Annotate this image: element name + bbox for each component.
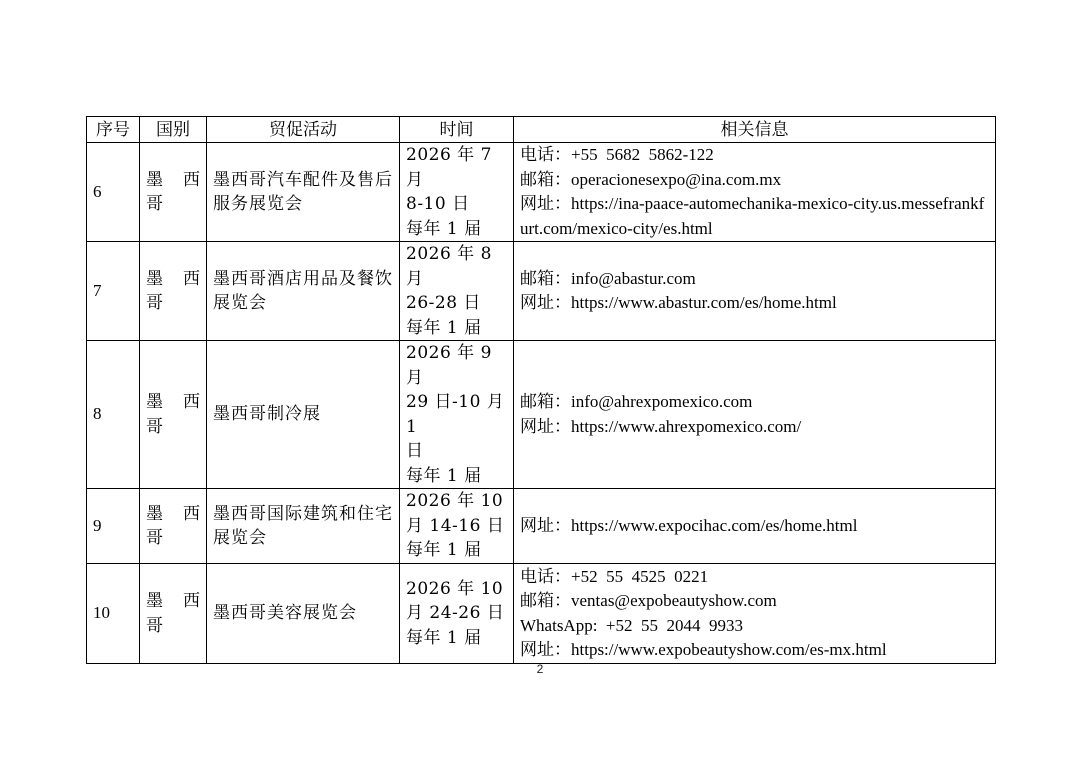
header-country: 国别 (140, 117, 207, 143)
country-cell (140, 242, 207, 341)
info-cell (514, 489, 996, 564)
country-cell (140, 143, 207, 242)
table-row (87, 341, 996, 489)
page-number: 2 (536, 662, 544, 676)
country-line: 墨 西 (146, 591, 200, 611)
email-text: 邮箱：info@abastur.com (520, 268, 696, 288)
country-line: 墨 西 (146, 392, 200, 412)
table-row (87, 143, 996, 242)
time-line: 每年 1 届 (406, 540, 482, 561)
time-line: 每年 1 届 (406, 317, 482, 338)
website-text: 网址：https://www.ahrexpomexico.com/ (520, 416, 802, 436)
website-text: 网址：https://www.expobeautyshow.com/es-mx.html (520, 640, 887, 659)
time-line: 2026 年 8 月 (406, 244, 492, 289)
country-line: 墨 西 (146, 169, 200, 190)
email-text: 邮箱：operacionesexpo@ina.com.mx (520, 169, 782, 189)
table-row (87, 564, 996, 664)
time-line: 8-10 日 (406, 194, 470, 214)
time-cell (400, 341, 514, 489)
time-line: 29 日-10 月 1 (406, 392, 505, 437)
website-text: 网址：https://www.expocihac.com/es/home.html (520, 515, 858, 535)
time-line: 2026 年 9 月 (406, 343, 492, 388)
table-header-row (87, 117, 996, 143)
info-cell (514, 341, 996, 489)
row-number: 8 (87, 341, 140, 489)
event-name: 墨西哥美容展览会 (207, 564, 400, 664)
time-cell (400, 143, 514, 242)
info-cell (514, 564, 996, 664)
header-time: 时间 (400, 117, 514, 143)
country-line: 墨 西 (146, 503, 200, 524)
country-line: 哥 (146, 528, 163, 548)
event-name: 墨西哥国际建筑和住宅展览会 (207, 489, 400, 564)
row-number: 6 (87, 143, 140, 242)
header-no: 序号 (87, 117, 140, 143)
country-cell (140, 489, 207, 564)
table-row (87, 242, 996, 341)
trade-fair-table (86, 116, 996, 664)
row-number: 9 (87, 489, 140, 564)
website-text: 网址：https://ina-paace-automechanika-mexico-city.us.messefrankfurt.com/mexico-city/es.html (520, 194, 985, 238)
time-cell (400, 242, 514, 341)
website-text: 网址：https://www.abastur.com/es/home.html (520, 293, 837, 312)
time-line: 每年 1 届 (406, 218, 482, 239)
time-cell (400, 489, 514, 564)
time-line: 日 (406, 441, 424, 461)
country-line: 哥 (146, 194, 163, 214)
country-line: 哥 (146, 615, 163, 636)
event-name: 墨西哥汽车配件及售后服务展览会 (207, 143, 400, 242)
table-row (87, 489, 996, 564)
info-cell (514, 143, 996, 242)
time-line: 每年 1 届 (406, 627, 482, 648)
country-line: 墨 西 (146, 268, 200, 289)
event-name: 墨西哥制冷展 (207, 341, 400, 489)
time-line: 2026 年 7 月 (406, 145, 492, 190)
country-cell (140, 564, 207, 664)
header-event: 贸促活动 (207, 117, 400, 143)
row-number: 10 (87, 564, 140, 664)
time-line: 月 14-16 日 (406, 515, 505, 536)
country-line: 哥 (146, 293, 163, 313)
email-text: 邮箱：ventas@expobeautyshow.com (520, 591, 777, 610)
info-cell (514, 242, 996, 341)
time-line: 26-28 日 (406, 293, 481, 313)
time-line: 每年 1 届 (406, 465, 482, 486)
row-number: 7 (87, 242, 140, 341)
time-line: 2026 年 10 (406, 491, 504, 512)
phone-text: 电话：+52 55 4525 0221 (520, 566, 709, 586)
country-cell (140, 341, 207, 489)
country-line: 哥 (146, 416, 163, 437)
email-text: 邮箱：info@ahrexpomexico.com (520, 392, 753, 411)
time-line: 2026 年 10 (406, 578, 504, 599)
whatsapp-text: WhatsApp: +52 55 2044 9933 (520, 615, 744, 635)
phone-text: 电话：+55 5682 5862-122 (520, 145, 714, 164)
time-line: 月 24-26 日 (406, 603, 505, 624)
event-name: 墨西哥酒店用品及餐饮展览会 (207, 242, 400, 341)
header-info: 相关信息 (514, 117, 996, 143)
time-cell (400, 564, 514, 664)
